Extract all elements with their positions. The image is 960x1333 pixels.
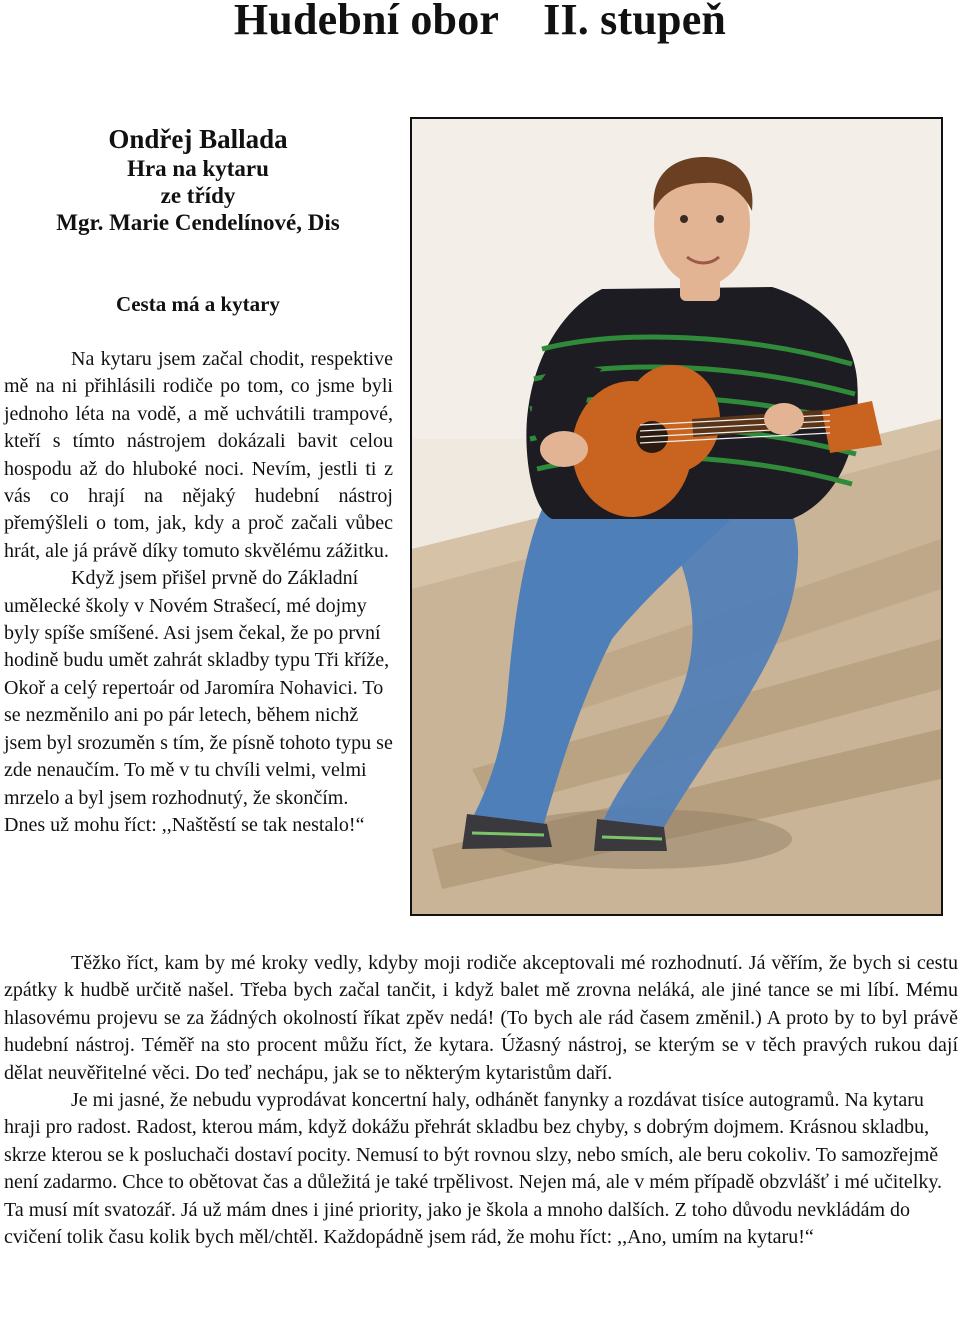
page-title: Hudební obor II. stupeň xyxy=(233,0,727,44)
article-bottom-text xyxy=(4,950,958,1251)
author-block xyxy=(0,123,396,236)
article-left-column xyxy=(4,346,393,839)
student-photo xyxy=(410,117,943,916)
article-paragraph: Na kytaru jsem začal chodit, respektive mě na ni přihlásili rodiče po tom, co jsme byli jednoho léta na vodě, a mě uchvátili trampové, kteří s tímto nástrojem dokázali bavit celou hospodu až do hluboké noci. Nevím, jestli ti z vás co hrají na nějaký hudební nástroj přemýšleli o tom, jak, kdy a proč začali vůbec hrát, ale já právě díky tomuto skvělému zážitku. xyxy=(4,348,393,562)
article-paragraph: Když jsem přišel prvně do Základní umělecké školy v Novém Strašecí, mé dojmy byly spíše smíšené. Asi jsem čekal, že po první hodině budu umět zahrát skladby typu Tři kříže, Okoř a celý repertoár od Jaromíra Nohavici. To se nezměnilo ani po pár letech, během nichž jsem byl srozuměn s tím, že písně tohoto typu se zde nenaučím. To mě v tu chvíli velmi, velmi mrzelo a byl jsem rozhodnutý, že skončím. Dnes už mohu říct: ,,Naštěstí se tak nestalo!“ xyxy=(4,567,393,836)
guitarist-photo-illustration xyxy=(412,119,941,914)
article-title: Cesta má a kytary xyxy=(116,292,280,316)
author-class-line: ze třídy xyxy=(160,183,236,208)
author-subject: Hra na kytaru xyxy=(127,156,269,181)
article-paragraph: Těžko říct, kam by mé kroky vedly, kdyby moji rodiče akceptovali mé rozhodnutí. Já věřím, že bych si cestu zpátky k hudbě určitě našel. Třeba bych začal tančit, i když balet mě zrovna neláká, ale jiné tance se mi líbí. Mému hlasovému projevu se za žádných okolností říkat zpěv nedá! (To bych ale rád časem změnil.) A proto by to byl právě hudební nástroj. Téměř na sto procent můžu říct, že kytara. Úžasný nástroj, se kterým se v těch pravých rukou dají dělat neuvěřitelné věci. Do teď nechápu, jak se to některým kytaristům daří. xyxy=(4,952,958,1084)
author-name: Ondřej Ballada xyxy=(108,124,288,154)
article-paragraph: Je mi jasné, že nebudu vyprodávat koncertní haly, odhánět fanynky a rozdávat tisíce autogramů. Na kytaru hraji pro radost. Radost, kterou mám, když dokážu přehrát skladbu bez chyby, s dobrým dojmem. Krásnou skladbu, skrze kterou se k posluchači dostaví pocity. Nemusí to být rovnou slzy, nebo smích, ale beru cokoliv. To samozřejmě není zadarmo. Chce to obětovat čas a důležitá je také trpělivost. Nejen má, ale v mém případě obzvlášť i mé učitelky. Ta musí mít svatozář. Já už mám dnes i jiné priority, jako je škola a mnoho dalších. Z toho důvodu nevkládám do cvičení tolik času kolik bych měl/chtěl. Každopádně jsem rád, že mohu říct: ,,Ano, umím na kytaru!“ xyxy=(4,1089,943,1249)
author-teacher: Mgr. Marie Cendelínové, Dis xyxy=(56,210,340,235)
